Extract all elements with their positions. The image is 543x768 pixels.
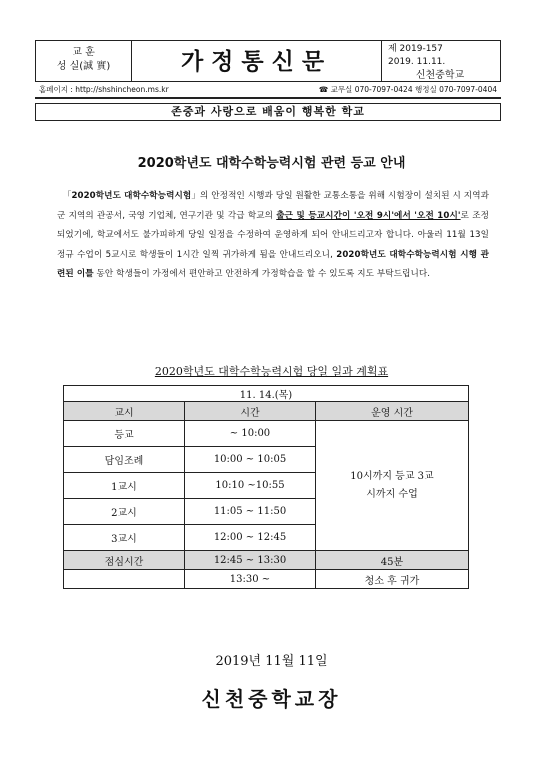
issue-date-footer: 2019년 11월 11일	[215, 654, 328, 669]
table-header-row	[64, 402, 469, 421]
cell-period	[64, 570, 185, 589]
school-motto	[36, 41, 132, 81]
cell-time: 10:10 ~10:55	[185, 473, 316, 499]
contact-bar	[35, 83, 501, 99]
body-text-3: 동안 학생들이 가정에서 편안하고 안전하게 가정학습을 할 수 있도록 지도 부탁드립니다.	[93, 269, 431, 279]
exam-name: 2020학년도 대학수학능력시험	[71, 191, 192, 201]
schedule-table	[63, 385, 469, 589]
header-box	[35, 40, 501, 82]
homepage-label: 홈페이지 :	[39, 85, 73, 94]
body-text-1: 」의 안정적인 시행과 당일 원활한 교통소통을 위해 시험장이 설치된 시 지역과 군 지역의 관공서, 국영 기업체, 연구기관 및 각급 학교의	[57, 191, 490, 221]
principal-signature: 신천중학교장	[201, 687, 342, 711]
schedule-title	[0, 363, 543, 379]
cell-merged-note	[316, 421, 469, 551]
body-paragraph	[57, 187, 489, 285]
table-row	[64, 570, 469, 589]
table-row	[64, 386, 469, 402]
col-header-ops: 운영 시간	[316, 402, 469, 421]
motto-value: 성 실(誠 實)	[56, 61, 111, 72]
cell-period: 3교시	[64, 525, 185, 551]
two-days-notice: 2020학년도 대학수학능력시험 시행 관련된 이틀	[57, 249, 490, 279]
col-header-time: 시간	[185, 402, 316, 421]
issue-info	[382, 41, 500, 81]
table-row	[64, 421, 469, 447]
homepage	[39, 83, 169, 97]
body-text-2: 로 조정되었기에, 학교에서도 불가피하게 당일 일정을 수정하여 운영하게 되어 안내드리고자 합니다. 아울러 11월 13일 정규 수업이 5교시로 학생들이 1시간 일찍 귀가하게 됨을 안내드리오니,	[57, 210, 489, 260]
cell-time: 12:45 ~ 13:30	[185, 551, 316, 570]
homepage-link[interactable]: http://shshincheon.ms.kr	[75, 85, 169, 94]
col-header-period: 교시	[64, 402, 185, 421]
cell-time: ~ 10:00	[185, 421, 316, 447]
cell-ops: 45분	[316, 551, 469, 570]
schedule-title-text: 2020학년도 대학수학능력시험 당일 일과 계획표	[154, 365, 389, 378]
cell-period: 1교시	[64, 473, 185, 499]
cell-time: 12:00 ~ 12:45	[185, 525, 316, 551]
cell-period: 담임조례	[64, 447, 185, 473]
newsletter-title: 가정통신문	[132, 41, 382, 81]
issue-number: 제 2019-157	[388, 44, 443, 54]
merged-note-text: 10시까지 등교 3교시까지 수업	[350, 470, 434, 500]
open-bracket: 「	[62, 191, 72, 201]
cell-period: 등교	[64, 421, 185, 447]
document-title: 2020학년도 대학수학능력시험 관련 등교 안내	[137, 156, 406, 171]
cell-ops: 청소 후 귀가	[316, 570, 469, 589]
cell-period: 점심시간	[64, 551, 185, 570]
table-row-lunch	[64, 551, 469, 570]
cell-period: 2교시	[64, 499, 185, 525]
time-change-notice: 출근 및 등교시간이 '오전 9시'에서 '오전 10시'	[276, 210, 461, 221]
phone-numbers: ☎ 교무실 070-7097-0424 행정실 070-7097-0404	[318, 85, 497, 94]
school-slogan: 존중과 사랑으로 배움이 행복한 학교	[35, 103, 501, 121]
cell-time: 11:05 ~ 11:50	[185, 499, 316, 525]
cell-time: 13:30 ~	[185, 570, 316, 589]
issue-date: 2019. 11.11.	[388, 57, 446, 67]
cell-time: 10:00 ~ 10:05	[185, 447, 316, 473]
school-name: 신천중학교	[415, 70, 465, 81]
schedule-date: 11. 14.(목)	[64, 386, 469, 402]
motto-label: 교 훈	[72, 47, 95, 58]
